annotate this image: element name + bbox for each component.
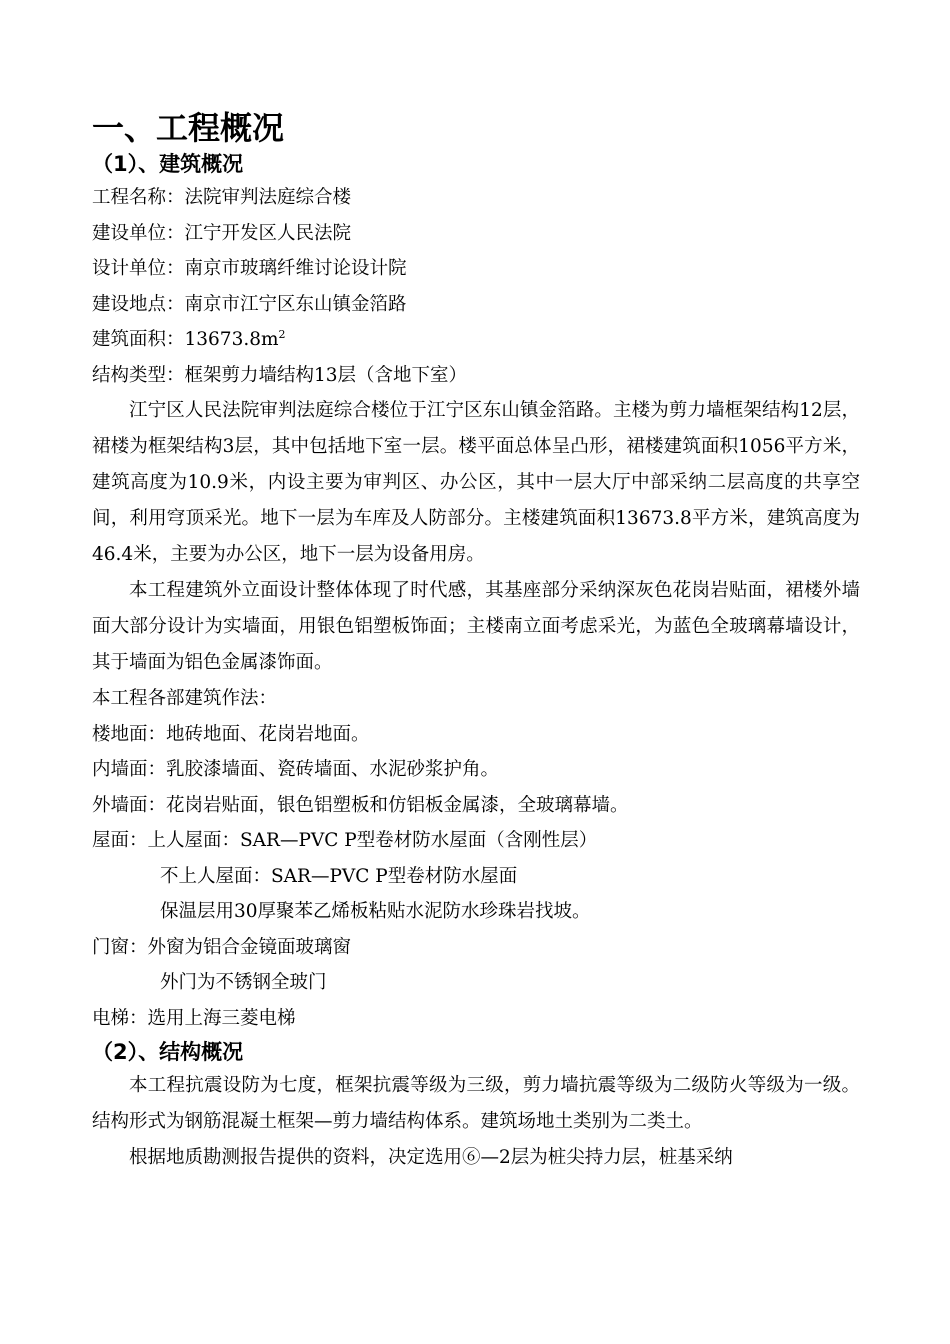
info-structure-type: 结构类型：框架剪力墙结构13层（含地下室） (92, 364, 468, 386)
info-area (92, 322, 860, 358)
document-title: 一、工程概况 (92, 109, 285, 147)
info-area-text: 建筑面积：13673.8m (92, 329, 279, 350)
info-area-sup: 2 (278, 327, 286, 341)
info-location: 建设地点：南京市江宁区东山镇金箔路 (92, 293, 407, 315)
structure-paragraph-1: 本工程抗震设防为七度，框架抗震等级为三级，剪力墙抗震等级为二级防火等级为一级。结构形式为钢筋混凝土框架—剪力墙结构体系。建筑场地土类别为二类土。 (92, 1075, 860, 1132)
info-builder: 建设单位：江宁开发区人民法院 (92, 222, 352, 244)
info-project-name: 工程名称：法院审判法庭综合楼 (92, 187, 352, 208)
section-heading-architecture: （1）、建筑概况 (92, 152, 244, 176)
method-inner-wall: 内墙面：乳胶漆墙面、瓷砖墙面、水泥砂浆护角。 (92, 759, 500, 780)
architecture-paragraph-1: 江宁区人民法院审判法庭综合楼位于江宁区东山镇金箔路。主楼为剪力墙框架结构12层，裙楼为框架结构3层，其中包括地下室一层。楼平面总体呈凸形，裙楼建筑面积1056平方米，建筑高度为10.9米，内设主要为审判区、办公区，其中一层大厅中部采纳二层高度的共享空间，利用穹顶采光。地下一层为车库及人防部分。主楼建筑面积13673.8平方米，建筑高度为46.4米，主要为办公区，地下一层为设备用房。 (92, 400, 860, 565)
method-roof-3: 保温层用30厚聚苯乙烯板粘贴水泥防水珍珠岩找坡。 (160, 901, 591, 922)
method-roof-1: 屋面：上人屋面：SAR—PVC P型卷材防水屋面（含刚性层） (92, 830, 598, 851)
section-heading-structure: （2）、结构概况 (92, 1040, 244, 1064)
method-window-2: 外门为不锈钢全玻门 (160, 972, 327, 993)
method-elevator: 电梯：选用上海三菱电梯 (92, 1007, 296, 1029)
method-outer-wall: 外墙面：花岗岩贴面，银色铝塑板和仿铝板金属漆，全玻璃幕墙。 (92, 794, 629, 816)
methods-intro: 本工程各部建筑作法： (92, 688, 278, 709)
method-roof-2: 不上人屋面：SAR—PVC P型卷材防水屋面 (160, 865, 518, 887)
structure-paragraph-2: 根据地质勘测报告提供的资料，决定选用⑥—2层为桩尖持力层，桩基采纳 (129, 1147, 733, 1168)
method-floor: 楼地面：地砖地面、花岗岩地面。 (92, 723, 370, 745)
architecture-paragraph-2: 本工程建筑外立面设计整体体现了时代感，其基座部分采纳深灰色花岗岩贴面，裙楼外墙面大部分设计为实墙面，用银色铝塑板饰面；主楼南立面考虑采光，为蓝色全玻璃幕墙设计，其于墙面为铝色金属漆饰面。 (92, 580, 860, 673)
method-window-1: 门窗：外窗为铝合金镜面玻璃窗 (92, 936, 352, 958)
info-designer: 设计单位：南京市玻璃纤维讨论设计院 (92, 258, 407, 279)
